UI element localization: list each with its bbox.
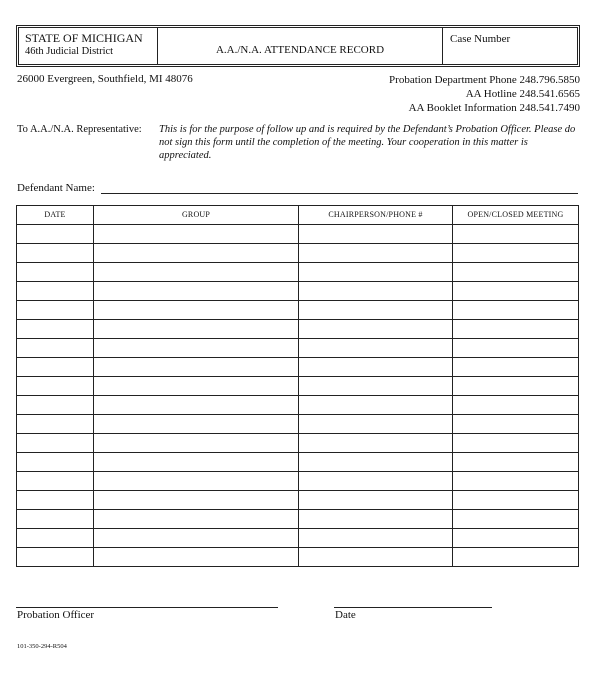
probation-officer-label: Probation Officer — [17, 609, 95, 621]
phone-list — [389, 73, 580, 115]
table-row — [17, 262, 578, 281]
group-cell[interactable] — [93, 453, 298, 471]
group-cell[interactable] — [93, 263, 298, 281]
table-row — [17, 528, 578, 547]
chairperson-cell[interactable] — [298, 339, 452, 357]
chairperson-cell[interactable] — [298, 377, 452, 395]
group-cell[interactable] — [93, 510, 298, 528]
district-name: 46th Judicial District — [25, 46, 114, 57]
table-header-row — [17, 206, 578, 224]
date-cell[interactable] — [17, 510, 93, 528]
column-header-date: DATE — [44, 210, 66, 219]
court-cell — [19, 28, 158, 64]
representative-label: To A.A./N.A. Representative: — [17, 124, 142, 135]
chairperson-cell[interactable] — [298, 320, 452, 338]
form-number: 101-350-294-R504 — [17, 643, 67, 650]
date-cell[interactable] — [17, 301, 93, 319]
table-row — [17, 471, 578, 490]
column-header-meeting-type: OPEN/CLOSED MEETING — [452, 206, 578, 224]
state-name: STATE OF MICHIGAN — [25, 31, 143, 45]
table-row — [17, 490, 578, 509]
date-cell[interactable] — [17, 472, 93, 490]
chairperson-cell[interactable] — [298, 415, 452, 433]
meeting-type-cell[interactable] — [452, 377, 578, 395]
group-cell[interactable] — [93, 282, 298, 300]
date-cell[interactable] — [17, 320, 93, 338]
group-cell[interactable] — [93, 225, 298, 243]
aa-hotline: AA Hotline 248.541.6565 — [465, 88, 580, 100]
meeting-type-cell[interactable] — [452, 339, 578, 357]
chairperson-cell[interactable] — [298, 301, 452, 319]
group-cell[interactable] — [93, 434, 298, 452]
date-cell[interactable] — [17, 263, 93, 281]
date-cell[interactable] — [17, 282, 93, 300]
meeting-type-cell[interactable] — [452, 244, 578, 262]
date-label: Date — [335, 609, 356, 621]
group-cell[interactable] — [93, 244, 298, 262]
column-header-chairperson: CHAIRPERSON/PHONE # — [298, 206, 452, 224]
table-row — [17, 281, 578, 300]
column-header-group: GROUP — [93, 206, 298, 224]
date-cell[interactable] — [17, 548, 93, 566]
date-cell[interactable] — [17, 415, 93, 433]
chairperson-cell[interactable] — [298, 358, 452, 376]
date-cell[interactable] — [17, 434, 93, 452]
meeting-type-cell[interactable] — [452, 434, 578, 452]
group-cell[interactable] — [93, 358, 298, 376]
meeting-type-cell[interactable] — [452, 548, 578, 566]
meeting-type-cell[interactable] — [452, 491, 578, 509]
date-cell[interactable] — [17, 377, 93, 395]
meeting-type-cell[interactable] — [452, 453, 578, 471]
meeting-type-cell[interactable] — [452, 472, 578, 490]
table-row — [17, 509, 578, 528]
aa-booklet-info: AA Booklet Information 248.541.7490 — [408, 102, 580, 114]
group-cell[interactable] — [93, 472, 298, 490]
table-row — [17, 338, 578, 357]
defendant-name-field[interactable] — [101, 193, 578, 194]
meeting-type-cell[interactable] — [452, 529, 578, 547]
group-cell[interactable] — [93, 320, 298, 338]
date-cell[interactable] — [17, 358, 93, 376]
table-row — [17, 357, 578, 376]
chairperson-cell[interactable] — [298, 263, 452, 281]
table-row — [17, 243, 578, 262]
date-cell[interactable] — [17, 529, 93, 547]
table-row — [17, 433, 578, 452]
chairperson-cell[interactable] — [298, 491, 452, 509]
probation-officer-signature-line[interactable] — [16, 607, 278, 608]
date-signature-line[interactable] — [334, 607, 492, 608]
attendance-table — [16, 205, 579, 567]
chairperson-cell[interactable] — [298, 434, 452, 452]
table-row — [17, 224, 578, 243]
meeting-type-cell[interactable] — [452, 263, 578, 281]
table-row — [17, 452, 578, 471]
chairperson-cell[interactable] — [298, 282, 452, 300]
probation-phone: Probation Department Phone 248.796.5850 — [389, 74, 580, 86]
case-number-field[interactable] — [443, 28, 577, 64]
chairperson-cell[interactable] — [298, 510, 452, 528]
table-row — [17, 395, 578, 414]
table-row — [17, 547, 578, 566]
date-cell[interactable] — [17, 339, 93, 357]
table-row — [17, 319, 578, 338]
chairperson-cell[interactable] — [298, 453, 452, 471]
meeting-type-cell[interactable] — [452, 415, 578, 433]
chairperson-cell[interactable] — [298, 225, 452, 243]
meeting-type-cell[interactable] — [452, 358, 578, 376]
group-cell[interactable] — [93, 548, 298, 566]
meeting-type-cell[interactable] — [452, 225, 578, 243]
group-cell[interactable] — [93, 529, 298, 547]
court-address: 26000 Evergreen, Southfield, MI 48076 — [17, 73, 193, 85]
chairperson-cell[interactable] — [298, 472, 452, 490]
table-row — [17, 300, 578, 319]
group-cell[interactable] — [93, 339, 298, 357]
group-cell[interactable] — [93, 377, 298, 395]
date-cell[interactable] — [17, 396, 93, 414]
meeting-type-cell[interactable] — [452, 301, 578, 319]
group-cell[interactable] — [93, 301, 298, 319]
meeting-type-cell[interactable] — [452, 510, 578, 528]
title-cell — [158, 28, 443, 64]
date-cell[interactable] — [17, 244, 93, 262]
meeting-type-cell[interactable] — [452, 320, 578, 338]
representative-note: This is for the purpose of follow up and is required by the Defendant’s Probation Officer. Please do not sign this form until the completion of the meeting. Your cooperation in this matter is appreciated. — [159, 124, 576, 161]
form-title: A.A./N.A. ATTENDANCE RECORD — [215, 44, 385, 56]
defendant-name-label: Defendant Name: — [17, 182, 95, 194]
group-cell[interactable] — [93, 415, 298, 433]
table-row — [17, 414, 578, 433]
meeting-type-cell[interactable] — [452, 282, 578, 300]
table-row — [17, 376, 578, 395]
date-cell[interactable] — [17, 491, 93, 509]
chairperson-cell[interactable] — [298, 396, 452, 414]
date-cell[interactable] — [17, 225, 93, 243]
table-body — [17, 224, 578, 566]
group-cell[interactable] — [93, 396, 298, 414]
chairperson-cell[interactable] — [298, 548, 452, 566]
chairperson-cell[interactable] — [298, 244, 452, 262]
chairperson-cell[interactable] — [298, 529, 452, 547]
group-cell[interactable] — [93, 491, 298, 509]
header-box — [16, 25, 580, 67]
date-cell[interactable] — [17, 453, 93, 471]
case-number-label: Case Number — [450, 33, 511, 45]
meeting-type-cell[interactable] — [452, 396, 578, 414]
